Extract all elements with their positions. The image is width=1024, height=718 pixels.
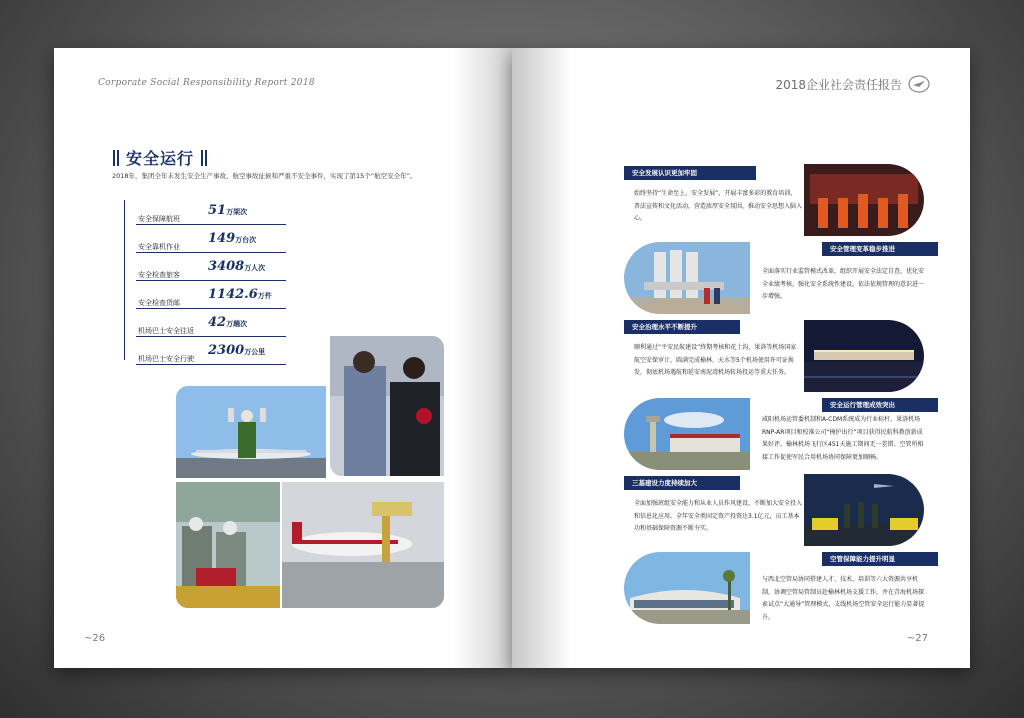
left-page <box>54 48 512 668</box>
stat-value: 1142.6万件 <box>208 287 272 302</box>
stats-list <box>124 200 284 368</box>
title-bar-right-2 <box>205 150 207 166</box>
section-heading-3: 安全治理水平不断提升 <box>624 320 740 334</box>
photo-aircraft-deicing <box>282 482 444 608</box>
section-heading-1: 安全发展认识更加牢固 <box>624 166 756 180</box>
left-header: Corporate Social Responsibility Report 2018 <box>98 78 315 88</box>
photo-terminal-building <box>624 552 750 624</box>
section-text-2: 全面落实行业监管模式改革，组织开展安全法定自查，优化安全业绩考核，强化安全系统性建设，依法依规管理的意识进一步增强。 <box>762 268 925 300</box>
stat-underline <box>136 308 286 309</box>
stat-value: 42万趟次 <box>208 315 248 330</box>
left-gutter-shadow <box>452 48 512 668</box>
section-heading-2: 安全管理变革稳步推进 <box>822 242 938 256</box>
right-header: 2018企业社会责任报告 <box>775 78 902 92</box>
section-text-6: 与西北空管局协同搭建人才、技术、培训等六大资源共享机制，协调空管局管制员赴榆林机场支援工作，并在青海机场探索试点“大通导”管理模式，支线机场空管安全运行能力显著提升。 <box>762 576 925 621</box>
stat-value: 3408万人次 <box>208 259 266 274</box>
company-logo-icon <box>908 75 930 93</box>
stat-value: 2300万公里 <box>208 343 266 358</box>
stat-item <box>124 200 284 228</box>
stat-label: 安全检查货邮 <box>138 299 180 307</box>
section-heading-6: 空管保障能力提升明显 <box>822 552 938 566</box>
section-text-1: 始终坚持“生命至上、安全发展”，开展丰富多彩的教育培训、普法宣传和文化活动，营造浓厚安全氛围，推动安全思想入脑入心。 <box>634 190 803 222</box>
photo-airport-tower <box>624 398 750 470</box>
right-gutter-shadow <box>512 48 572 668</box>
stat-label: 机场巴士安全行驶 <box>138 355 194 363</box>
section-heading-4: 安全运行管理成效突出 <box>822 398 938 412</box>
intro-text: 2018年，集团全年未发生安全生产事故、航空事故征候和严重不安全事件，实现了第15个“航空安全年”。 <box>112 172 417 180</box>
photo-night-terminal <box>804 320 924 392</box>
stat-item <box>124 228 284 256</box>
title-bar-right-1 <box>201 150 203 166</box>
section-text-5: 全面加强班组安全能力和从业人员作风建设，不断加大安全投入和信息化应用，全年安全类固定资产投资达3.1亿元，员工基本功和基础保障资源不断夯实。 <box>634 500 803 532</box>
stat-underline <box>136 252 286 253</box>
stat-underline <box>136 336 286 337</box>
stat-value: 51万架次 <box>208 203 248 218</box>
stat-item <box>124 256 284 284</box>
photo-security-check <box>330 336 444 476</box>
left-page-number: ~26 <box>84 633 106 644</box>
stat-label: 安全靠机作业 <box>138 243 180 251</box>
stat-item <box>124 312 284 340</box>
page-title: 安全运行 <box>126 149 195 168</box>
title-bar-left-2 <box>117 150 119 166</box>
stat-underline <box>136 280 286 281</box>
section-title <box>112 146 208 169</box>
photo-fire-crew <box>804 164 924 236</box>
section-text-3: 顺利通过“平安民航建设”终期考核和花土沟、果洛等机场国家航空安保审计，圆满完成榆林、天水等5个机场使用许可证换发，彻底机场遇航和延安南泥湾机场转场投运等重大任务。 <box>634 344 797 376</box>
stat-label: 机场巴士安全往返 <box>138 327 194 335</box>
stat-underline <box>136 224 286 225</box>
stat-item <box>124 284 284 312</box>
photo-marshaller <box>176 386 326 478</box>
section-text-4: 咸阳机场运管委机制和A-CDM系统成为行业标杆。果洛机场RNP-AR项目和校准公司“掩护出行”项目获得民航科教创新成果好评。榆林机场飞行区451天施工期间无一差错。空管所相接工作促使军民合用机场协同保障更加顺畅。 <box>762 416 924 461</box>
title-bar-left-1 <box>113 150 115 166</box>
stat-label: 安全保障航班 <box>138 215 180 223</box>
stat-item <box>124 340 284 368</box>
stat-underline <box>136 364 286 365</box>
photo-batching-plant <box>624 242 750 314</box>
stat-label: 安全检查旅客 <box>138 271 180 279</box>
right-page <box>512 48 970 668</box>
stat-value: 149万台次 <box>208 231 257 246</box>
section-heading-5: 三基建设力度持续加大 <box>624 476 740 490</box>
photo-night-apron-crew <box>804 474 924 546</box>
photo-ground-crew <box>176 482 280 608</box>
right-page-number: ~27 <box>906 633 928 644</box>
